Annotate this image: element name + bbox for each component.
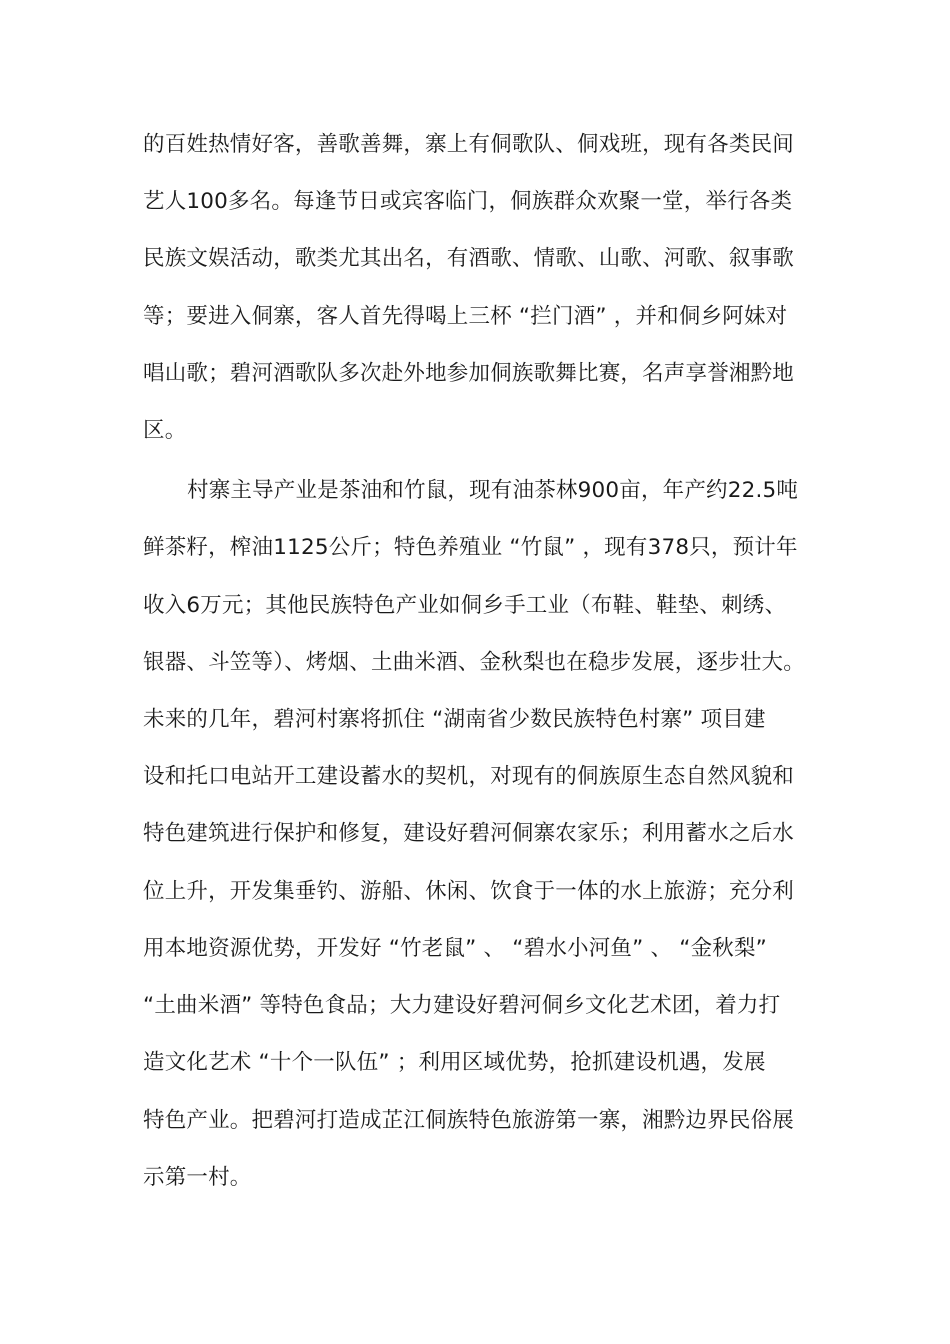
- text-line: 等；要进入侗寨，客人首先得喝上三杯 “拦门酒” ，并和侗乡阿妹对: [143, 304, 788, 329]
- text-line: 区。: [143, 418, 187, 443]
- paragraph-first-line: 村寨主导产业是茶油和竹鼠，现有油茶林900亩，年产约22.5吨: [187, 478, 799, 503]
- text-line: 的百姓热情好客，善歌善舞，寨上有侗歌队、侗戏班，现有各类民间: [143, 132, 795, 157]
- text-line: 特色产业。把碧河打造成芷江侗族特色旅游第一寨，湘黔边界民俗展: [143, 1108, 795, 1133]
- text-line: 用本地资源优势，开发好 “竹老鼠” 、 “碧水小河鱼” 、 “金秋梨”: [143, 936, 768, 961]
- text-line: 鲜茶籽，榨油1125公斤；特色养殖业 “竹鼠” ，现有378只，预计年: [143, 535, 798, 560]
- text-line: 设和托口电站开工建设蓄水的契机，对现有的侗族原生态自然风貌和: [143, 764, 795, 789]
- text-line: 唱山歌；碧河酒歌队多次赴外地参加侗族歌舞比赛，名声享誉湘黔地: [143, 361, 795, 386]
- text-line: 民族文娱活动，歌类尤其出名，有酒歌、情歌、山歌、河歌、叙事歌: [143, 246, 795, 271]
- text-line: 造文化艺术 “十个一队伍” ；利用区域优势，抢抓建设机遇，发展: [143, 1050, 766, 1075]
- text-line: “土曲米酒” 等特色食品；大力建设好碧河侗乡文化艺术团，着力打: [143, 993, 781, 1018]
- text-line: 特色建筑进行保护和修复，建设好碧河侗寨农家乐；利用蓄水之后水: [143, 821, 795, 846]
- text-line: 示第一村。: [143, 1165, 252, 1190]
- text-line: 未来的几年，碧河村寨将抓住 “湖南省少数民族特色村寨” 项目建: [143, 707, 766, 732]
- text-line: 艺人100多名。每逢节日或宾客临门，侗族群众欢聚一堂，举行各类: [143, 189, 793, 214]
- text-line: 位上升，开发集垂钓、游船、休闲、饮食于一体的水上旅游；充分利: [143, 879, 795, 904]
- text-line: 银器、斗笠等）、烤烟、土曲米酒、金秋梨也在稳步发展，逐步壮大。: [143, 650, 805, 675]
- text-line: 收入6万元；其他民族特色产业如侗乡手工业（布鞋、鞋垫、刺绣、: [143, 593, 787, 618]
